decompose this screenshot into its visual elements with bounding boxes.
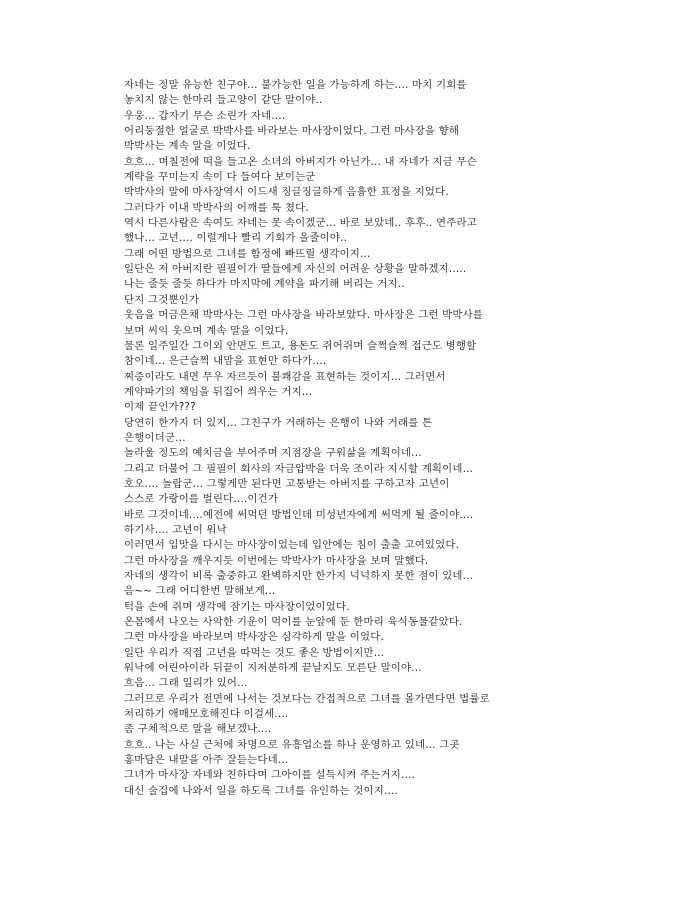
text-line: 턱을 손에 쥐며 생각에 잠기는 마사장이었이었다. bbox=[124, 600, 350, 613]
text-line: 흐흐... 며칠전에 떡을 들고온 소녀의 아버지가 아닌가... 내 자네가 지금 무슨 bbox=[124, 155, 477, 168]
text-line: 찌증이라도 내면 무우 자르듯이 불쾌감을 표현하는 것이지... 그러면서 bbox=[124, 370, 446, 383]
text-line: 놓치지 않는 한마리 들고양이 같단 말이야.. bbox=[124, 94, 323, 107]
text-line: 호오.... 놀랍군... 그렇게만 된다면 고통받는 아버지를 구하고자 고년이 bbox=[124, 477, 450, 490]
text-line: 그런 마사장을 바라보며 박사장은 심각하게 말을 이었다. bbox=[124, 631, 384, 644]
text-line: 바로 그것이네....예전에 써먹던 방법인데 미성년자에게 써먹게 될 줄이야.... bbox=[124, 508, 474, 521]
text-line: 자네의 생각이 비록 출중하고 완벽하지만 한가지 넉넉하지 못한 점이 있네... bbox=[124, 570, 474, 582]
text-line: 일단은 저 아버지란 필필이가 딸들에게 자신의 어려운 상황을 말하겠지..... bbox=[124, 263, 467, 276]
text-line: 계략을 꾸미는지 속이 다 들여다 보이는군 bbox=[124, 171, 316, 184]
text-line: 자네는 정말 유능한 친구야... 불가능한 일을 가능하게 하는.... 마치 기회를 bbox=[124, 79, 467, 91]
text-line: 그리고 더불어 그 필필이 회사의 자금압박을 더욱 조이라 지시할 계획이네... bbox=[124, 462, 474, 475]
text-line: 보며 씨익 웃으며 계속 말을 이었다. bbox=[124, 324, 289, 337]
text-line: 나는 줄듯 줄듯 하다가 마지막에 계약을 파기해 버리는 거지.. bbox=[124, 278, 405, 291]
body-text bbox=[124, 78, 580, 799]
text-line: 음~~ 그래 어디한번 말해보게... bbox=[124, 585, 276, 598]
text-line: 그러다가 이내 박박사의 어깨를 툭 쳤다. bbox=[124, 201, 309, 214]
text-line: 흐음... 그래 일리가 있어... bbox=[124, 677, 248, 690]
text-line: 역시 다른사람은 속여도 자네는 못 속이겠군... 바로 보았네.. 후후.. 연주라고 bbox=[124, 217, 477, 230]
text-line: 처리하기 애매모호해진다 이걸세.... bbox=[124, 708, 289, 721]
text-line: 그녀가 마사장 자네와 친하다며 그아이를 설득시켜 주는거지.... bbox=[124, 769, 415, 782]
text-line: 온몸에서 나오는 사악한 기운이 먹이를 눈앞에 둔 한마리 육식동물같았다. bbox=[124, 616, 463, 629]
text-line: 워낙에 어린아이라 뒤끝이 지저분하게 끝날지도 모른단 말이야... bbox=[124, 662, 422, 675]
text-line: 당연히 한가지 더 있지... 그친구가 거래하는 은행이 나와 거래를 튼 bbox=[124, 416, 433, 429]
text-line: 놀라울 정도의 예치금을 부어주며 지점장을 구워삶을 계획이네... bbox=[124, 447, 422, 460]
text-line: 했나... 고년.... 이럴게나 빨리 기회가 올줄이야.. bbox=[124, 232, 348, 245]
text-line: 은행이더군... bbox=[124, 431, 186, 444]
text-line: 웃음을 머금은채 박박사는 그런 마사장을 바라보았다. 마사장은 그런 박박사를 bbox=[124, 309, 484, 322]
text-line: 그래 어떤 방법으로 그녀를 함정에 빠뜨릴 생각이지... bbox=[124, 247, 371, 260]
text-line: 좀 구체적으로 말을 해보겠나.... bbox=[124, 723, 272, 736]
text-line: 참이네... 은근슬쩍 내맘을 표현만 하다가.... bbox=[124, 355, 327, 368]
text-line: 이러면서 입맛을 다시는 마사장이었는데 입안에는 침이 출출 고여있었다. bbox=[124, 539, 460, 552]
text-line: 계약파기의 책임을 뒤집어 씌우는 거지... bbox=[124, 385, 313, 398]
text-line: 그런 마사장을 깨우지듯 이번에는 박박사가 마사장을 보며 말했다. bbox=[124, 554, 429, 567]
text-line: 흐흐.. 나는 사실 근처에 차명으로 유흥업소를 하나 운영하고 있네... 그곳 bbox=[124, 738, 460, 751]
text-line: 단지 그것뿐인가 bbox=[124, 293, 200, 306]
text-line: 우웅... 갑자기 무슨 소린가 자네.... bbox=[124, 109, 286, 122]
text-line: 홍마담은 내말을 아주 잘듣는다네... bbox=[124, 754, 289, 767]
text-line: 하기사.... 고년이 워낙 bbox=[124, 523, 227, 536]
text-line: 박박사는 계속 말을 이었다. bbox=[124, 140, 251, 153]
text-line: 이제 끝인가??? bbox=[124, 401, 196, 414]
text-line: 그러므로 우리가 전면에 나서는 것보다는 간접적으로 그녀를 몰가면다면 법률로 bbox=[124, 692, 490, 705]
text-line: 어리둥절한 얼굴로 박박사를 바라보는 마사장이었다. 그런 마사장을 향해 bbox=[124, 125, 460, 138]
text-line: 물론 일주일간 그이외 안면도 트고, 용돈도 쥐어쥐며 슬쩍슬쩍 접근도 병행할 bbox=[124, 339, 477, 352]
text-line: 일단 우리가 직접 고년을 따먹는 것도 좋은 방법이지만... bbox=[124, 646, 385, 659]
text-line: 박박사의 말에 마사장역시 이드새 징글징글하게 음흉한 표정을 지었다. bbox=[124, 186, 449, 199]
text-line: 대신 술집에 나와서 일을 하도록 그녀를 유인하는 것이지.... bbox=[124, 784, 398, 797]
text-line: 스스로 가랑이를 벌린다....이건가 bbox=[124, 493, 279, 506]
